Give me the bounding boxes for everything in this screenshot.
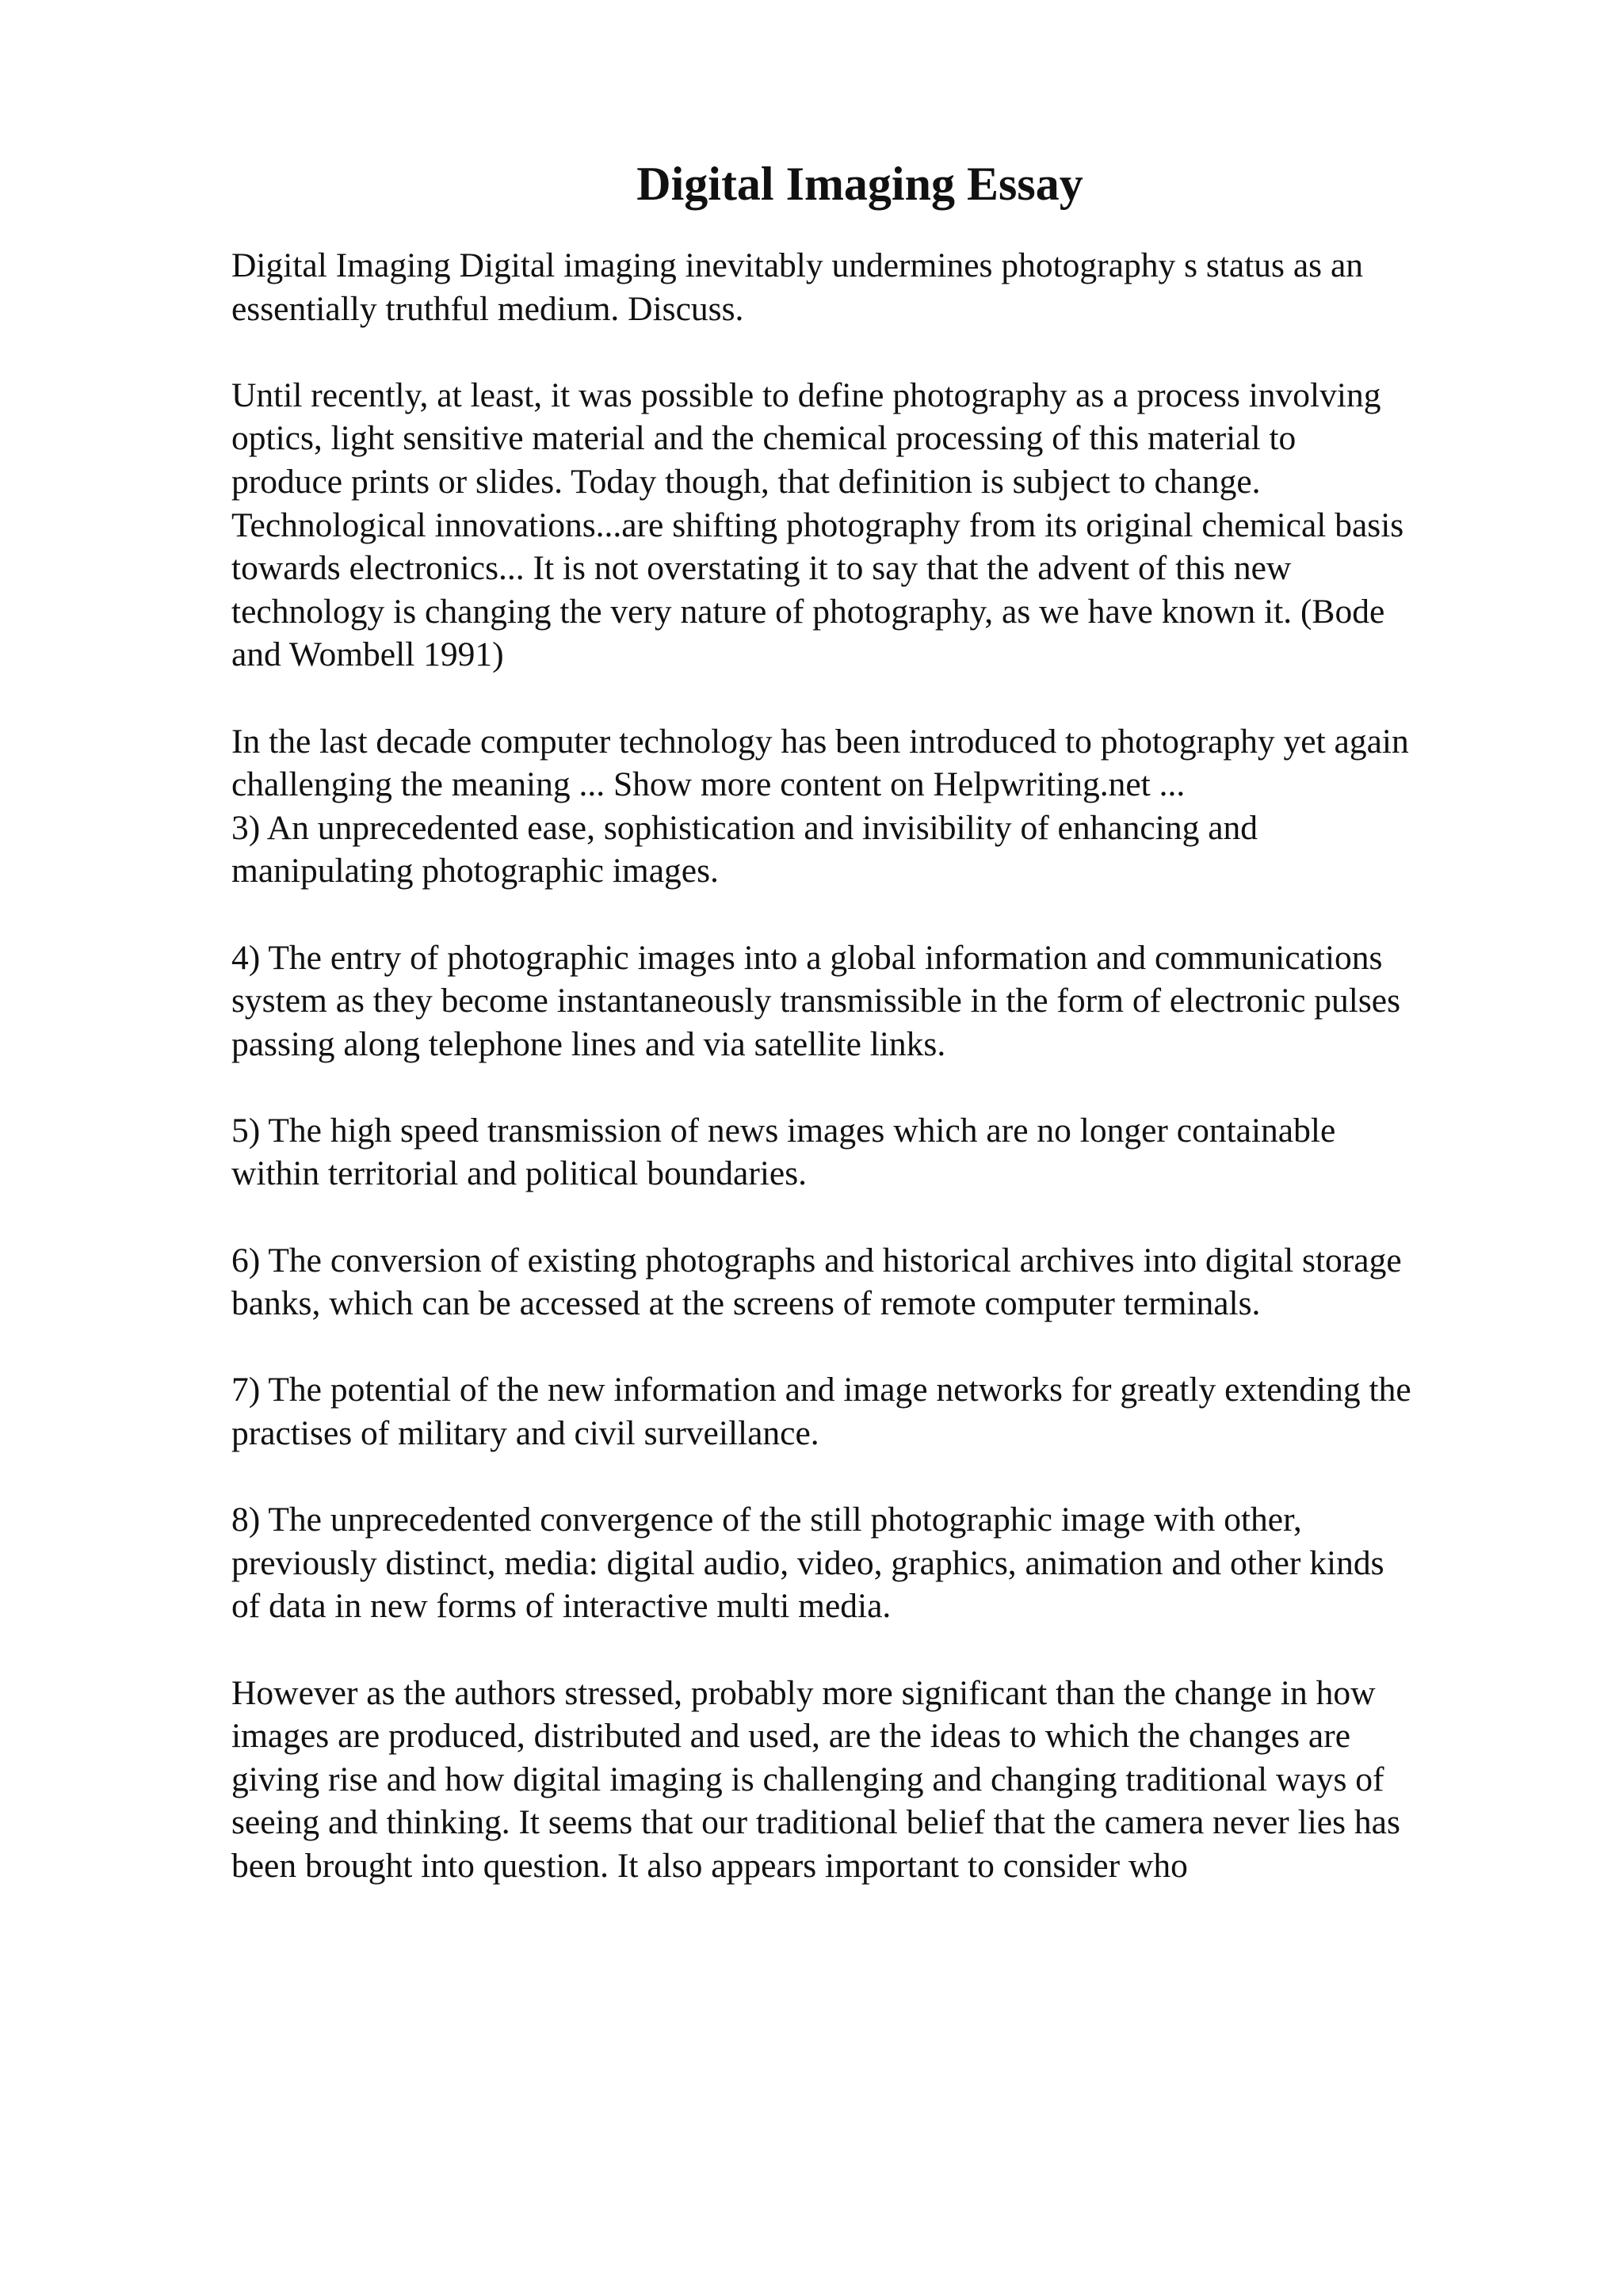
text-line: 7) The potential of the new information and image networks for greatly extending the bbox=[231, 1371, 1411, 1409]
paragraph-spacer bbox=[231, 893, 1515, 936]
list-item-7 bbox=[231, 1368, 1515, 1455]
text-line: and Wombell 1991) bbox=[231, 635, 504, 674]
text-line: produce prints or slides. Today though, that definition is subject to change. bbox=[231, 462, 1261, 501]
list-item-4 bbox=[231, 936, 1515, 1066]
paragraph-spacer bbox=[231, 1455, 1515, 1499]
list-item-6 bbox=[231, 1239, 1515, 1325]
text-line: optics, light sensitive material and the chemical processing of this material to bbox=[231, 419, 1296, 458]
text-line: practises of military and civil surveillance. bbox=[231, 1414, 819, 1453]
list-item-8 bbox=[231, 1498, 1515, 1628]
text-line: 3) An unprecedented ease, sophistication and invisibility of enhancing and bbox=[231, 808, 1258, 847]
text-line: images are produced, distributed and used, are the ideas to which the changes are bbox=[231, 1717, 1351, 1756]
text-line: towards electronics... It is not overstating it to say that the advent of this new bbox=[231, 549, 1292, 588]
paragraph-spacer bbox=[231, 330, 1515, 374]
text-line: However as the authors stressed, probably more significant than the change in how bbox=[231, 1673, 1376, 1712]
text-line: seeing and thinking. It seems that our traditional belief that the camera never lies has bbox=[231, 1803, 1400, 1842]
paragraph-intro bbox=[231, 244, 1515, 330]
text-line: Until recently, at least, it was possible to define photography as a process involving bbox=[231, 376, 1381, 414]
text-line: 5) The high speed transmission of news images which are no longer containable bbox=[231, 1111, 1336, 1150]
text-line: Technological innovations...are shifting photography from its original chemical basis bbox=[231, 505, 1404, 544]
text-line: giving rise and how digital imaging is challenging and changing traditional ways of bbox=[231, 1760, 1384, 1798]
text-line: In the last decade computer technology has been introduced to photography yet again bbox=[231, 722, 1409, 761]
list-item-5 bbox=[231, 1109, 1515, 1196]
text-line: previously distinct, media: digital audio, video, graphics, animation and other kinds bbox=[231, 1543, 1384, 1582]
text-line: Digital Imaging Digital imaging inevitably undermines photography s status as an bbox=[231, 246, 1364, 284]
text-line: 8) The unprecedented convergence of the still photographic image with other, bbox=[231, 1501, 1302, 1539]
paragraph-spacer bbox=[231, 1628, 1515, 1672]
paragraph-spacer bbox=[231, 677, 1515, 720]
paragraph-spacer bbox=[231, 1066, 1515, 1109]
essay-body bbox=[231, 244, 1515, 1888]
text-line: within territorial and political boundaries. bbox=[231, 1154, 808, 1193]
text-line: 6) The conversion of existing photographs and historical archives into digital storage bbox=[231, 1241, 1402, 1280]
paragraph-spacer bbox=[231, 1325, 1515, 1369]
paragraph-conclusion bbox=[231, 1672, 1515, 1888]
document-title: Digital Imaging Essay bbox=[636, 158, 1083, 210]
text-line: passing along telephone lines and via satellite links. bbox=[231, 1024, 946, 1063]
text-line: technology is changing the very nature of photography, as we have known it. (Bode bbox=[231, 592, 1385, 631]
text-line: banks, which can be accessed at the screens of remote computer terminals. bbox=[231, 1284, 1261, 1323]
text-line: system as they become instantaneously transmissible in the form of electronic pulses bbox=[231, 982, 1401, 1020]
text-line: of data in new forms of interactive multi media. bbox=[231, 1587, 892, 1626]
paragraph-spacer bbox=[231, 1196, 1515, 1239]
text-line: 4) The entry of photographic images into a global information and communications bbox=[231, 938, 1383, 977]
text-line: challenging the meaning ... Show more content on Helpwriting.net ... bbox=[231, 765, 1186, 804]
paragraph-computer-technology bbox=[231, 720, 1515, 893]
text-line: manipulating photographic images. bbox=[231, 852, 719, 891]
paragraph-quote bbox=[231, 374, 1515, 677]
text-line: been brought into question. It also appears important to consider who bbox=[231, 1846, 1188, 1885]
text-line: essentially truthful medium. Discuss. bbox=[231, 289, 744, 328]
